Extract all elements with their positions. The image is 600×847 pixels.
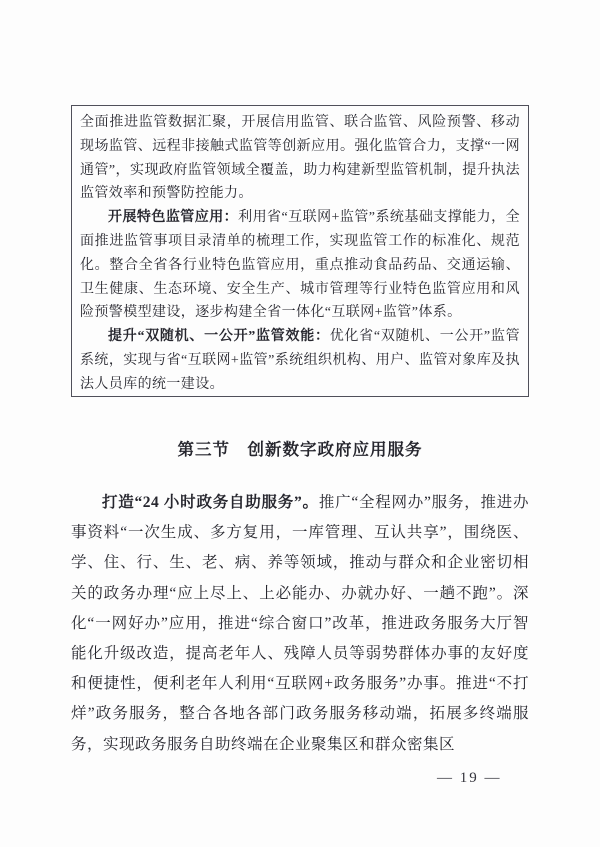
section-heading: 第三节 创新数字政府应用服务 — [177, 440, 423, 459]
paragraph-lead: 提升“双随机、一公开”监管效能： — [108, 329, 330, 345]
bordered-text-box — [71, 105, 529, 397]
paragraph-text: 推广“全程网办”服务，推进办事资料“一次生成、多方复用，一库管理、互认共享”，围绕医、学、住、行、生、老、病、养等领域，推动与群众和企业密切相关的政务办理“应上尽上、上必能办、办就办好、一趟不跑”。深化“一网好办”应用，推进“综合窗口”改革，推进政务服务大厅智能化升级改造，提高老年人、残障人员等弱势群体办事的友好度和便捷性，便利老年人利用“互联网+政务服务”办事。推进“不打烊”政务服务，整合各地各部门政务服务移动端，拓展多终端服务，实现政务服务自助终端在企业聚集区和群众密集区 — [71, 494, 529, 753]
paragraph-text: 优化省“双随机、一公开”监管系统，实现与省“互联网+监管”系统组织机构、用户、监管对象库及执法人员库的统一建设。 — [80, 329, 521, 392]
paragraph-text: 全面推进监管数据汇聚，开展信用监管、联合监管、风险预警、移动现场监管、远程非接触式监管等创新应用。强化监管合力，支撑“一网通管”，实现政府监管领域全覆盖，助力构建新型监管机制，提升执法监管效率和预警防控能力。 — [80, 115, 520, 202]
paragraph-self-service — [71, 488, 529, 760]
paragraph-lead: 打造“24 小时政务自助服务”。 — [102, 494, 319, 511]
paragraph-regulation-data — [80, 111, 520, 206]
paragraph-special-regulation — [80, 206, 520, 325]
paragraph-lead: 开展特色监管应用： — [108, 210, 239, 226]
paragraph-text: 利用省“互联网+监管”系统基础支撑能力，全面推进监管事项目录清单的梳理工作，实现监管工作的标准化、规范化。整合全省各行业特色监管应用，重点推动食品药品、交通运输、卫生健康、生态环境、安全生产、城市管理等行业特色监管应用和风险预警模型建设，逐步构建全省一体化“互联网+监管”体系。 — [80, 210, 520, 321]
page-number: — 19 — — [437, 770, 502, 786]
paragraph-double-random — [80, 325, 520, 396]
body-text-block — [71, 488, 529, 760]
